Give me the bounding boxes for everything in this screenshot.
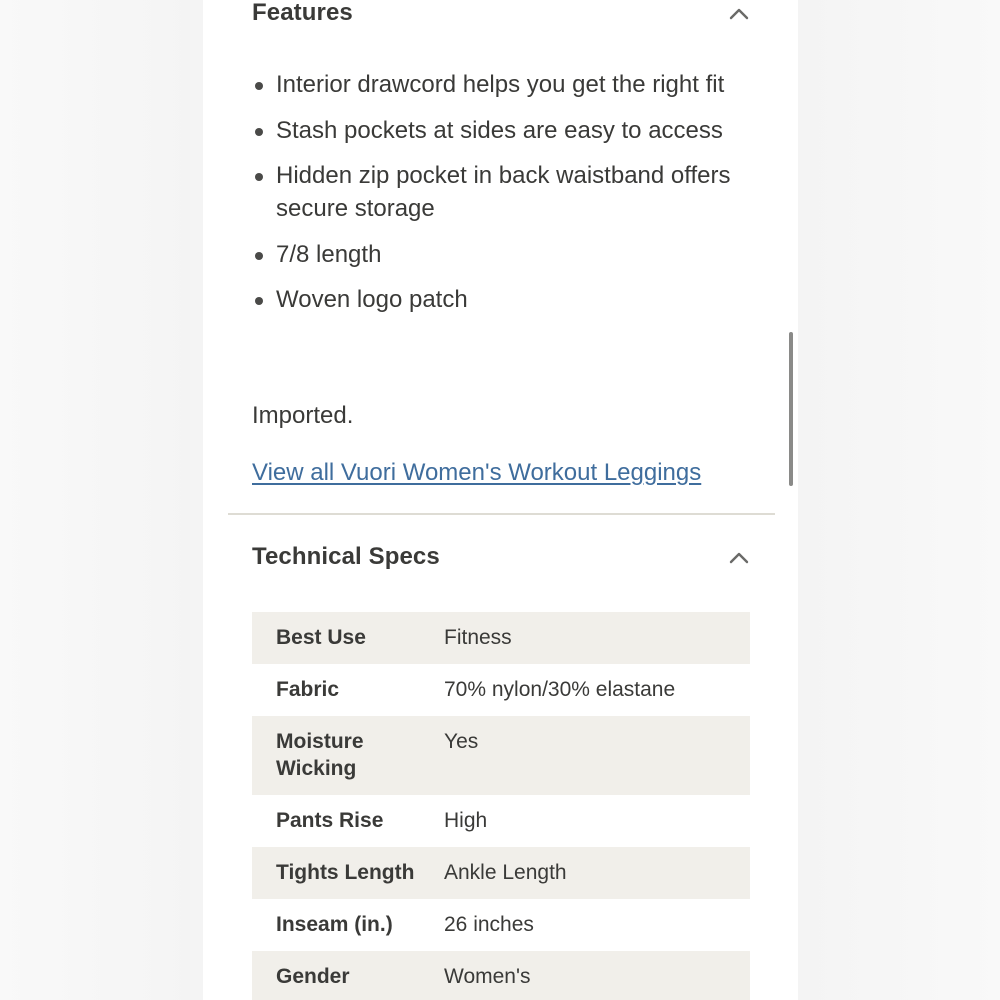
spec-value: 26 inches <box>444 913 534 936</box>
bullet-icon <box>255 173 263 181</box>
spec-label: Fabric <box>276 678 340 701</box>
spec-label: Best Use <box>276 626 366 649</box>
imported-note: Imported. <box>252 402 354 429</box>
feature-item <box>252 283 750 316</box>
bullet-icon <box>255 252 263 260</box>
view-all-leggings-link[interactable]: View all Vuori Women's Workout Leggings <box>252 459 702 486</box>
spec-value: 70% nylon/30% elastane <box>444 678 676 701</box>
technical-specs-table <box>252 612 750 1000</box>
feature-text: Interior drawcord helps you get the right fit <box>276 71 725 98</box>
spec-row-tights-length <box>252 847 750 899</box>
spec-label: Inseam (in.) <box>276 913 393 936</box>
spec-value: Ankle Length <box>444 861 567 884</box>
bullet-icon <box>255 128 263 136</box>
spec-label-text: Moisture Wicking <box>276 730 364 780</box>
spec-value: Women's <box>444 965 531 988</box>
page-backdrop-right <box>798 0 1000 1000</box>
feature-text: Hidden zip pocket in back waistband offers secure storage <box>276 162 731 222</box>
feature-item <box>252 68 750 101</box>
spec-value: Fitness <box>444 626 512 649</box>
spec-row-moisture-wicking <box>252 716 750 795</box>
chevron-up-icon[interactable] <box>728 550 750 564</box>
spec-label: Tights Length <box>276 861 415 884</box>
feature-text: 7/8 length <box>276 240 382 268</box>
feature-item <box>252 159 750 225</box>
technical-specs-title: Technical Specs <box>252 543 440 570</box>
features-title: Features <box>252 0 353 26</box>
feature-item <box>252 238 750 271</box>
feature-item <box>252 114 750 147</box>
spec-row-pants-rise <box>252 795 750 847</box>
product-details-panel <box>203 0 798 1000</box>
bullet-icon <box>255 82 263 90</box>
feature-text: Woven logo patch <box>276 286 468 313</box>
technical-specs-section-header[interactable] <box>252 540 750 574</box>
bullet-icon <box>255 297 263 305</box>
features-list <box>252 68 750 329</box>
spec-label <box>252 716 444 795</box>
feature-text: Stash pockets at sides are easy to access <box>276 116 723 144</box>
spec-row-best-use <box>252 612 750 664</box>
spec-label: Gender <box>276 965 350 988</box>
chevron-up-icon[interactable] <box>728 6 750 20</box>
page-backdrop-left <box>0 0 203 1000</box>
spec-row-inseam <box>252 899 750 951</box>
spec-value: High <box>444 809 488 832</box>
section-divider <box>228 513 775 515</box>
spec-label: Pants Rise <box>276 809 384 832</box>
spec-row-fabric <box>252 664 750 716</box>
scrollbar-thumb[interactable] <box>789 332 793 486</box>
spec-value: Yes <box>444 730 479 753</box>
spec-row-gender <box>252 951 750 1000</box>
features-section-header[interactable] <box>252 0 750 28</box>
